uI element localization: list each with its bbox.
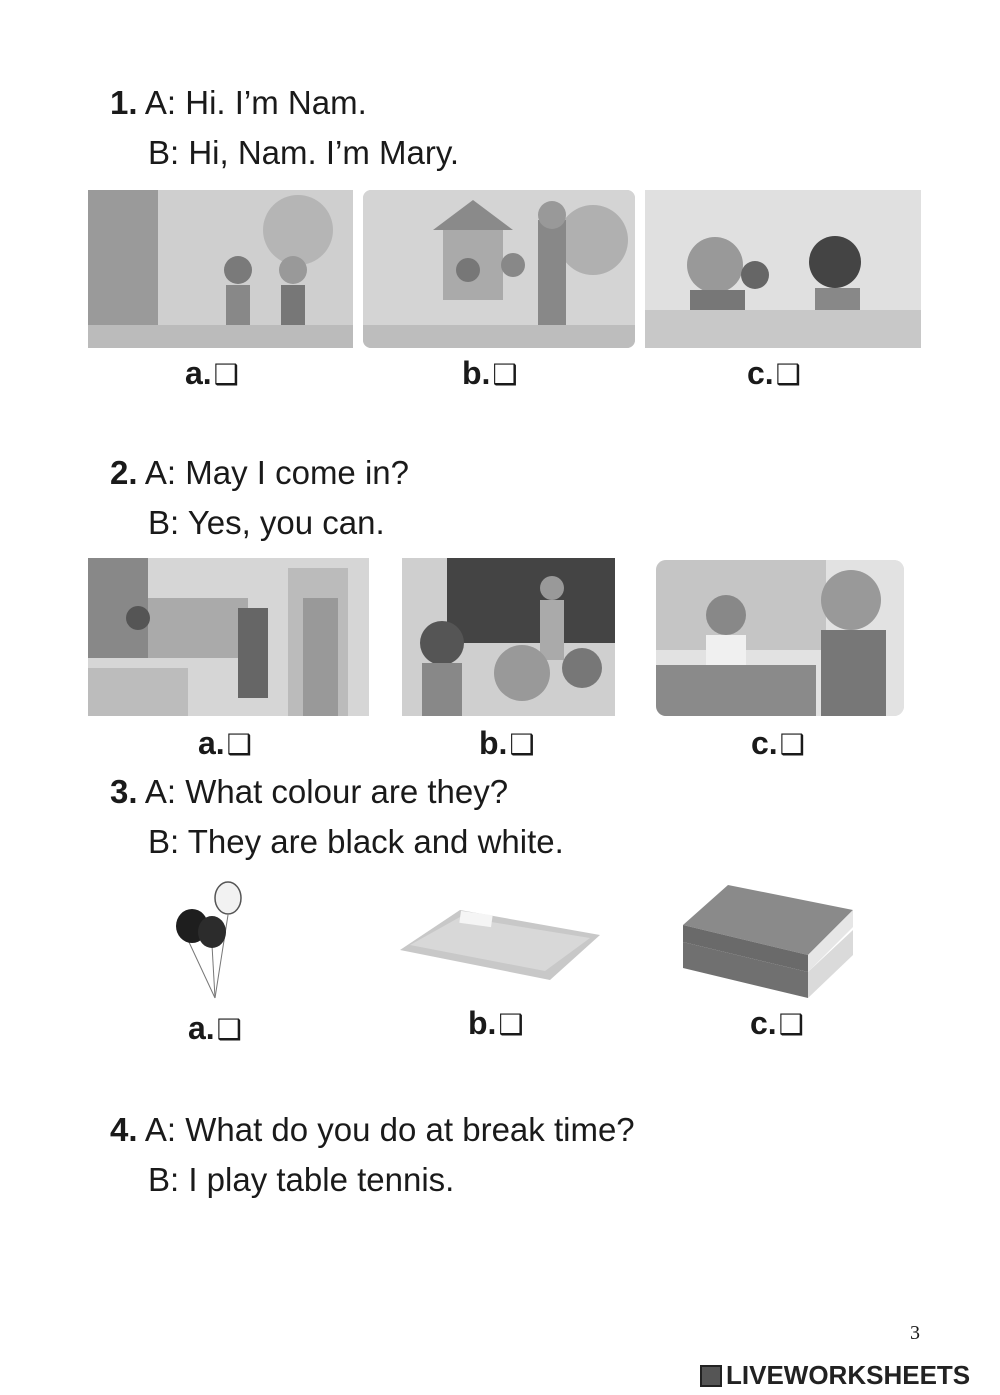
line-a: A: What do you do at break time? (144, 1111, 635, 1148)
books-icon (678, 880, 853, 998)
line-b: B: Hi, Nam. I’m Mary. (148, 134, 460, 171)
question-1 (110, 78, 459, 178)
q2-picture-a (88, 558, 369, 716)
line-b: B: I play table tennis. (148, 1161, 455, 1198)
q3-option-b[interactable]: b.❑ (468, 1005, 524, 1041)
checkbox-icon[interactable]: ❑ (498, 1008, 524, 1041)
q1-option-b[interactable]: b.❑ (462, 355, 518, 391)
q1-option-a[interactable]: a.❑ (185, 355, 239, 391)
checkbox-icon[interactable]: ❑ (509, 728, 535, 761)
checkbox-icon[interactable]: ❑ (492, 358, 518, 391)
line-b: B: Yes, you can. (148, 504, 385, 541)
balloons-icon (170, 880, 250, 1005)
line-a: A: May I come in? (144, 454, 409, 491)
q2-option-c[interactable]: c.❑ (751, 725, 805, 761)
q2-option-b[interactable]: b.❑ (479, 725, 535, 761)
checkbox-icon[interactable]: ❑ (775, 358, 801, 391)
q3-option-a[interactable]: a.❑ (188, 1010, 242, 1046)
question-number: 1. (110, 84, 138, 121)
checkbox-icon[interactable]: ❑ (779, 728, 805, 761)
question-4 (110, 1105, 635, 1205)
question-number: 2. (110, 454, 138, 491)
line-a: A: What colour are they? (144, 773, 509, 810)
liveworksheets-logo-icon (700, 1365, 722, 1387)
q1-picture-b (363, 190, 635, 348)
q3-option-c[interactable]: c.❑ (750, 1005, 804, 1041)
q1-option-c[interactable]: c.❑ (747, 355, 801, 391)
brand-logo: LIVEWORKSHEETS (700, 1360, 970, 1391)
question-number: 4. (110, 1111, 138, 1148)
q1-picture-a (88, 190, 353, 348)
line-a: A: Hi. I’m Nam. (144, 84, 367, 121)
checkbox-icon[interactable]: ❑ (213, 358, 239, 391)
q2-option-a[interactable]: a.❑ (198, 725, 252, 761)
q2-picture-b (402, 558, 615, 716)
question-2 (110, 448, 409, 548)
question-number: 3. (110, 773, 138, 810)
checkbox-icon[interactable]: ❑ (216, 1013, 242, 1046)
q2-picture-c (656, 560, 904, 716)
page-number: 3 (910, 1322, 920, 1344)
papers-icon (400, 905, 600, 985)
checkbox-icon[interactable]: ❑ (778, 1008, 804, 1041)
checkbox-icon[interactable]: ❑ (226, 728, 252, 761)
line-b: B: They are black and white. (148, 823, 564, 860)
question-3 (110, 767, 564, 867)
q1-picture-c (645, 190, 921, 348)
